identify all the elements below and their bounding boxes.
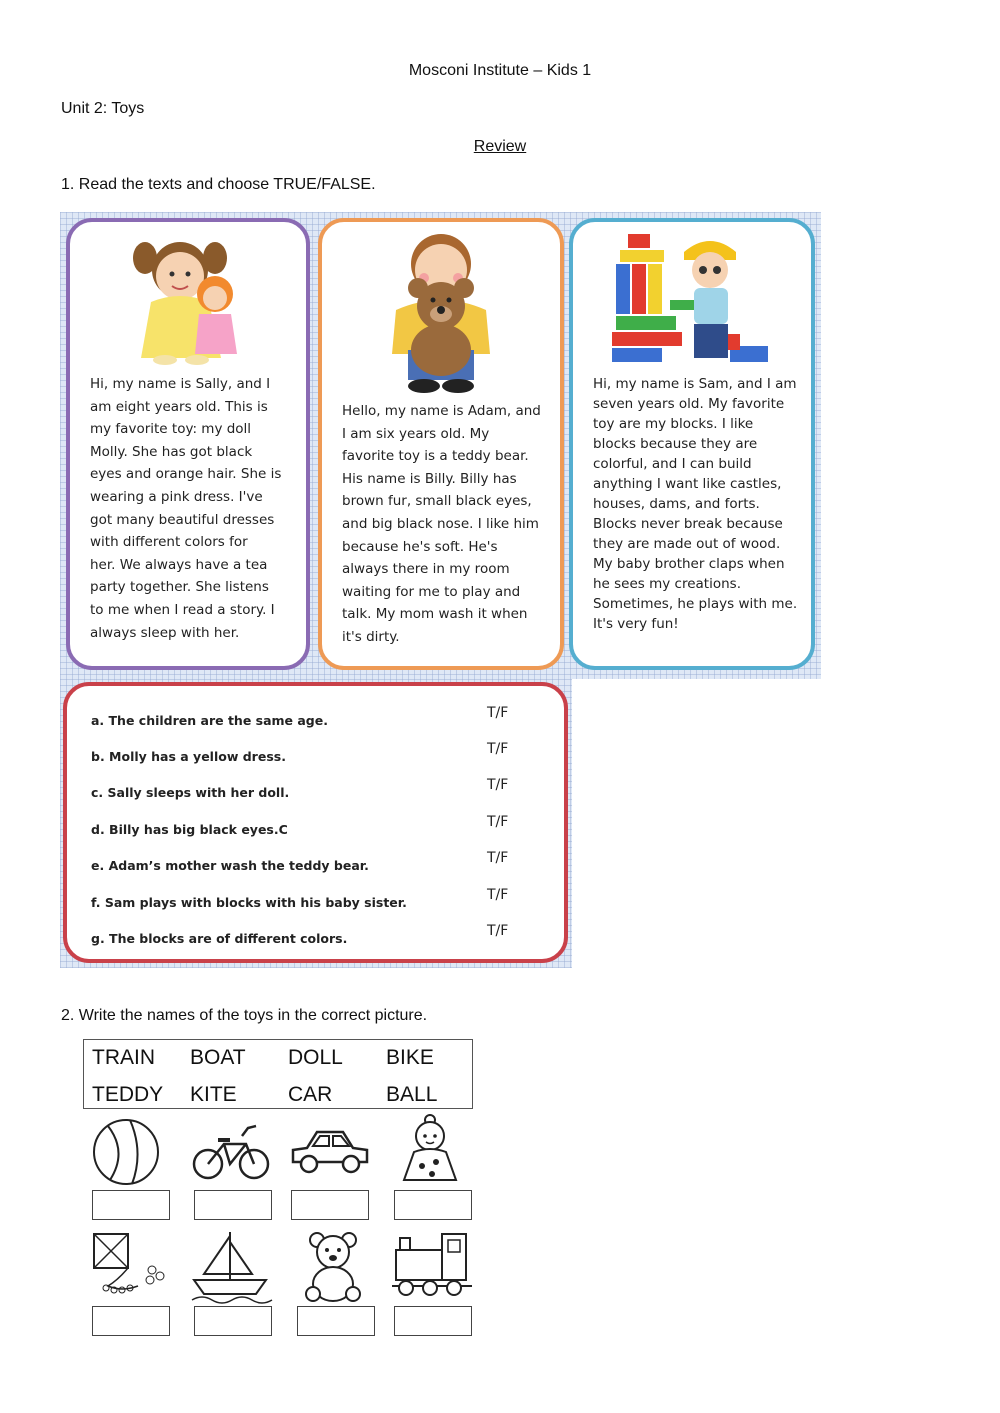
- toy-doll: [390, 1114, 476, 1226]
- toy-teddy: [293, 1230, 379, 1342]
- question-1-instruction: 1. Read the texts and choose TRUE/FALSE.: [61, 176, 376, 193]
- statement-text: b. Molly has a yellow dress.: [91, 749, 286, 764]
- toy-train: [390, 1230, 476, 1342]
- train-icon: [390, 1230, 476, 1306]
- true-false-box: [63, 682, 568, 963]
- answer-box[interactable]: [92, 1306, 170, 1336]
- word-bank-item: DOLL: [288, 1046, 343, 1069]
- true-false-option[interactable]: T/F: [487, 777, 509, 793]
- toy-car: [287, 1114, 373, 1226]
- statement-row: [91, 887, 561, 917]
- true-false-option[interactable]: T/F: [487, 814, 509, 830]
- statement-row: [91, 741, 561, 771]
- boy-with-teddy-icon: [378, 230, 504, 396]
- ball-icon: [88, 1114, 174, 1190]
- word-bank-item: TRAIN: [92, 1046, 155, 1069]
- answer-box[interactable]: [92, 1190, 170, 1220]
- kite-icon: [88, 1230, 174, 1306]
- answer-box[interactable]: [394, 1306, 472, 1336]
- reading-cards-panel: [60, 212, 821, 679]
- girl-with-doll-icon: [123, 230, 253, 366]
- page-header: Mosconi Institute – Kids 1: [408, 62, 592, 79]
- word-bank-item: BIKE: [386, 1046, 434, 1069]
- word-bank: [83, 1039, 473, 1109]
- true-false-option[interactable]: T/F: [487, 741, 509, 757]
- statement-row: [91, 777, 561, 807]
- true-false-option[interactable]: T/F: [487, 705, 509, 721]
- toy-kite: [88, 1230, 174, 1342]
- boat-icon: [190, 1230, 276, 1306]
- statement-text: a. The children are the same age.: [91, 713, 328, 728]
- statement-text: f. Sam plays with blocks with his baby sister.: [91, 895, 407, 910]
- answer-box[interactable]: [291, 1190, 369, 1220]
- statement-row: [91, 850, 561, 880]
- word-bank-item: TEDDY: [92, 1083, 164, 1106]
- statement-row: [91, 814, 561, 844]
- card-sam-text: Hi, my name is Sam, and I am seven years old. My favorite toy are my blocks. I like blocks because they are colorful, and I can build anything I want like castles, houses, dams, and forts. Blocks never break because they are made out of wood. My baby brother claps when he sees my creations. Sometimes, he plays with me. It's very fun!: [593, 376, 798, 632]
- true-false-panel: [60, 679, 572, 968]
- statement-row: [91, 705, 561, 735]
- word-bank-item: BALL: [386, 1083, 438, 1106]
- statement-text: c. Sally sleeps with her doll.: [91, 785, 290, 800]
- word-bank-item: BOAT: [190, 1046, 246, 1069]
- teddy-icon: [293, 1230, 379, 1306]
- answer-box[interactable]: [297, 1306, 375, 1336]
- answer-box[interactable]: [194, 1306, 272, 1336]
- bike-icon: [190, 1114, 276, 1190]
- statement-text: d. Billy has big black eyes.C: [91, 822, 288, 837]
- card-adam-text: Hello, my name is Adam, and I am six years old. My favorite toy is a teddy bear. His name is Billy. Billy has brown fur, small black eyes, and big black nose. I like him because he's soft. He's always there in my room waiting for me to play and talk. My mom wash it when it's dirty.: [342, 403, 541, 645]
- true-false-option[interactable]: T/F: [487, 887, 509, 903]
- boy-with-blocks-icon: [610, 230, 774, 366]
- card-sally-text: Hi, my name is Sally, and I am eight years old. This is my favorite toy: my doll Molly. She has got black eyes and orange hair. She is wearing a pink dress. I've got many beautiful dresses with different colors for her. We always have a tea party together. She listens to me when I read a story. I always sleep with her.: [90, 376, 282, 641]
- review-heading: Review: [473, 138, 527, 155]
- statement-text: e. Adam’s mother wash the teddy bear.: [91, 858, 369, 873]
- question-2-instruction: 2. Write the names of the toys in the correct picture.: [61, 1007, 428, 1024]
- card-adam: [318, 218, 564, 670]
- card-sally: [66, 218, 310, 670]
- true-false-option[interactable]: T/F: [487, 850, 509, 866]
- toy-bike: [190, 1114, 276, 1226]
- answer-box[interactable]: [394, 1190, 472, 1220]
- toy-ball: [88, 1114, 174, 1226]
- statement-text: g. The blocks are of different colors.: [91, 931, 348, 946]
- card-sam: [569, 218, 815, 670]
- car-icon: [287, 1114, 373, 1190]
- toy-boat: [190, 1230, 276, 1342]
- answer-box[interactable]: [194, 1190, 272, 1220]
- word-bank-item: KITE: [190, 1083, 237, 1106]
- statement-row: [91, 923, 561, 953]
- word-bank-item: CAR: [288, 1083, 333, 1106]
- unit-title: Unit 2: Toys: [61, 100, 145, 117]
- true-false-option[interactable]: T/F: [487, 923, 509, 939]
- doll-icon: [390, 1114, 476, 1190]
